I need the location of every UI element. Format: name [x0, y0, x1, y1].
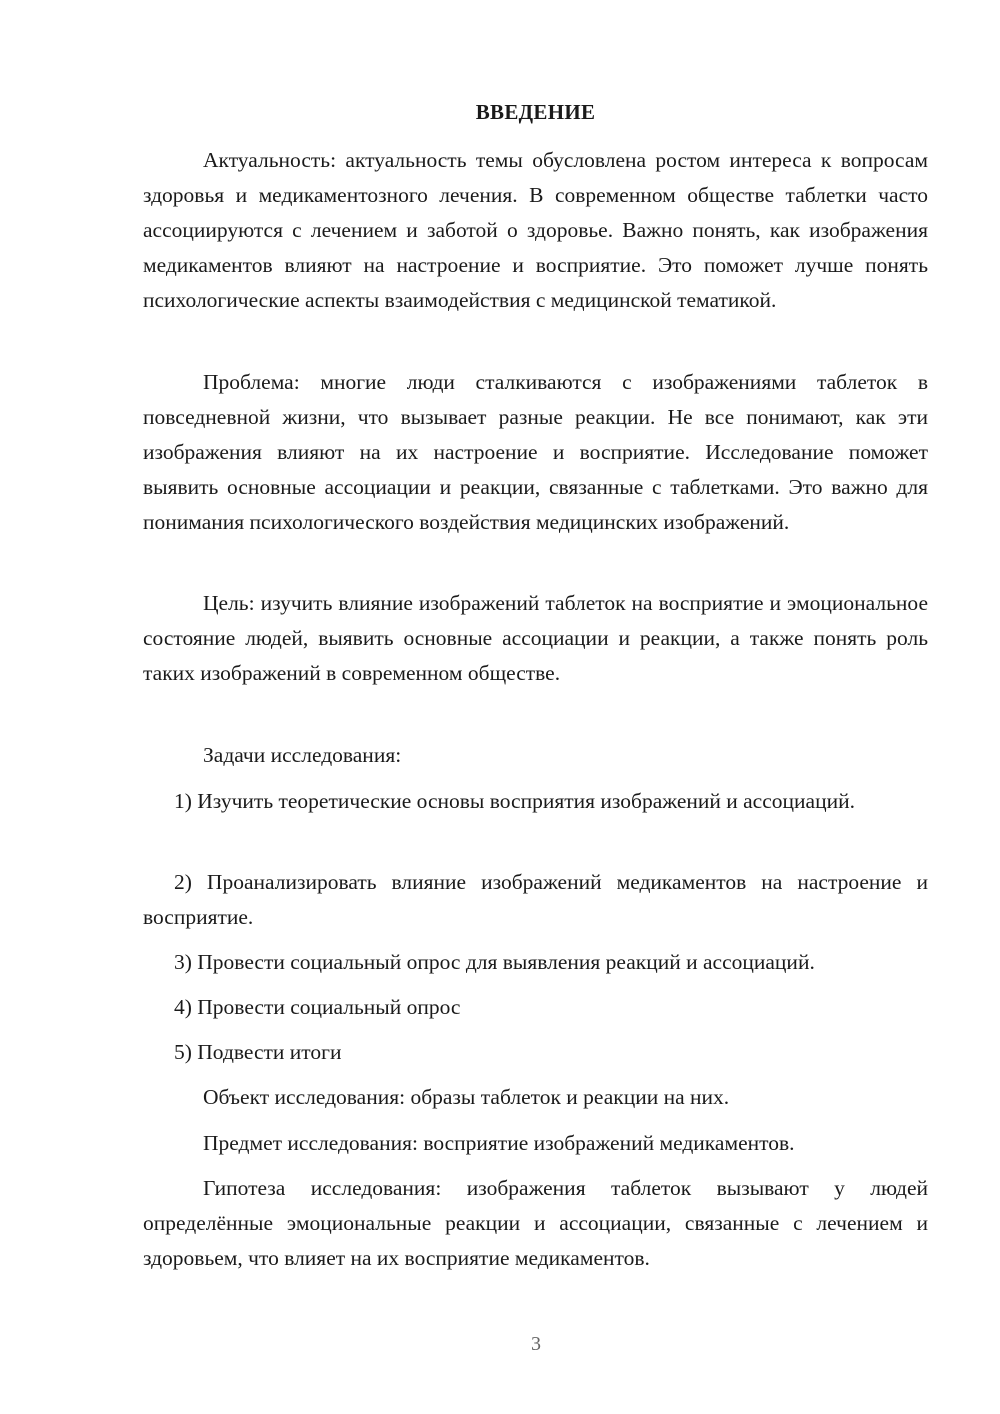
section-heading: ВВЕДЕНИЕ [475, 100, 596, 124]
paragraph-problem: Проблема: многие люди сталкиваются с изображениями таблеток в повседневной жизни, что вызывает разные реакции. Не все понимают, как эти изображения влияют на их настроение и восприятие. Исследование поможет выявить основные ассоциации и реакции, связанные с таблетками. Это важно для понимания психологического воздействия медицинских изображений. [143, 370, 928, 534]
task-item-4: 4) Провести социальный опрос [174, 995, 461, 1019]
paragraph-tasks-heading: Задачи исследования: [203, 743, 402, 767]
paragraph-relevance: Актуальность: актуальность темы обусловлена ростом интереса к вопросам здоровья и медикаментозного лечения. В современном обществе таблетки часто ассоциируются с лечением и заботой о здоровье. Важно понять, как изображения медикаментов влияют на настроение и восприятие. Это поможет лучше понять психологические аспекты взаимодействия с медицинской тематикой. [143, 148, 928, 312]
task-item-5: 5) Подвести итоги [174, 1040, 342, 1064]
task-item-1: 1) Изучить теоретические основы восприятия изображений и ассоциаций. [174, 789, 855, 813]
task-item-3: 3) Провести социальный опрос для выявления реакций и ассоциаций. [174, 950, 815, 974]
paragraph-goal: Цель: изучить влияние изображений таблеток на восприятие и эмоциональное состояние людей, выявить основные ассоциации и реакции, а также понять роль таких изображений в современном обществе. [143, 591, 928, 685]
task-item-2: 2) Проанализировать влияние изображений медикаментов на настроение и восприятие. [143, 870, 928, 929]
paragraph-subject: Предмет исследования: восприятие изображений медикаментов. [203, 1131, 795, 1155]
page-number: 3 [531, 1333, 541, 1355]
paragraph-object: Объект исследования: образы таблеток и реакции на них. [203, 1085, 730, 1109]
paragraph-hypothesis: Гипотеза исследования: изображения таблеток вызывают у людей определённые эмоциональные реакции и ассоциации, связанные с лечением и здоровьем, что влияет на их восприятие медикаментов. [143, 1176, 928, 1270]
